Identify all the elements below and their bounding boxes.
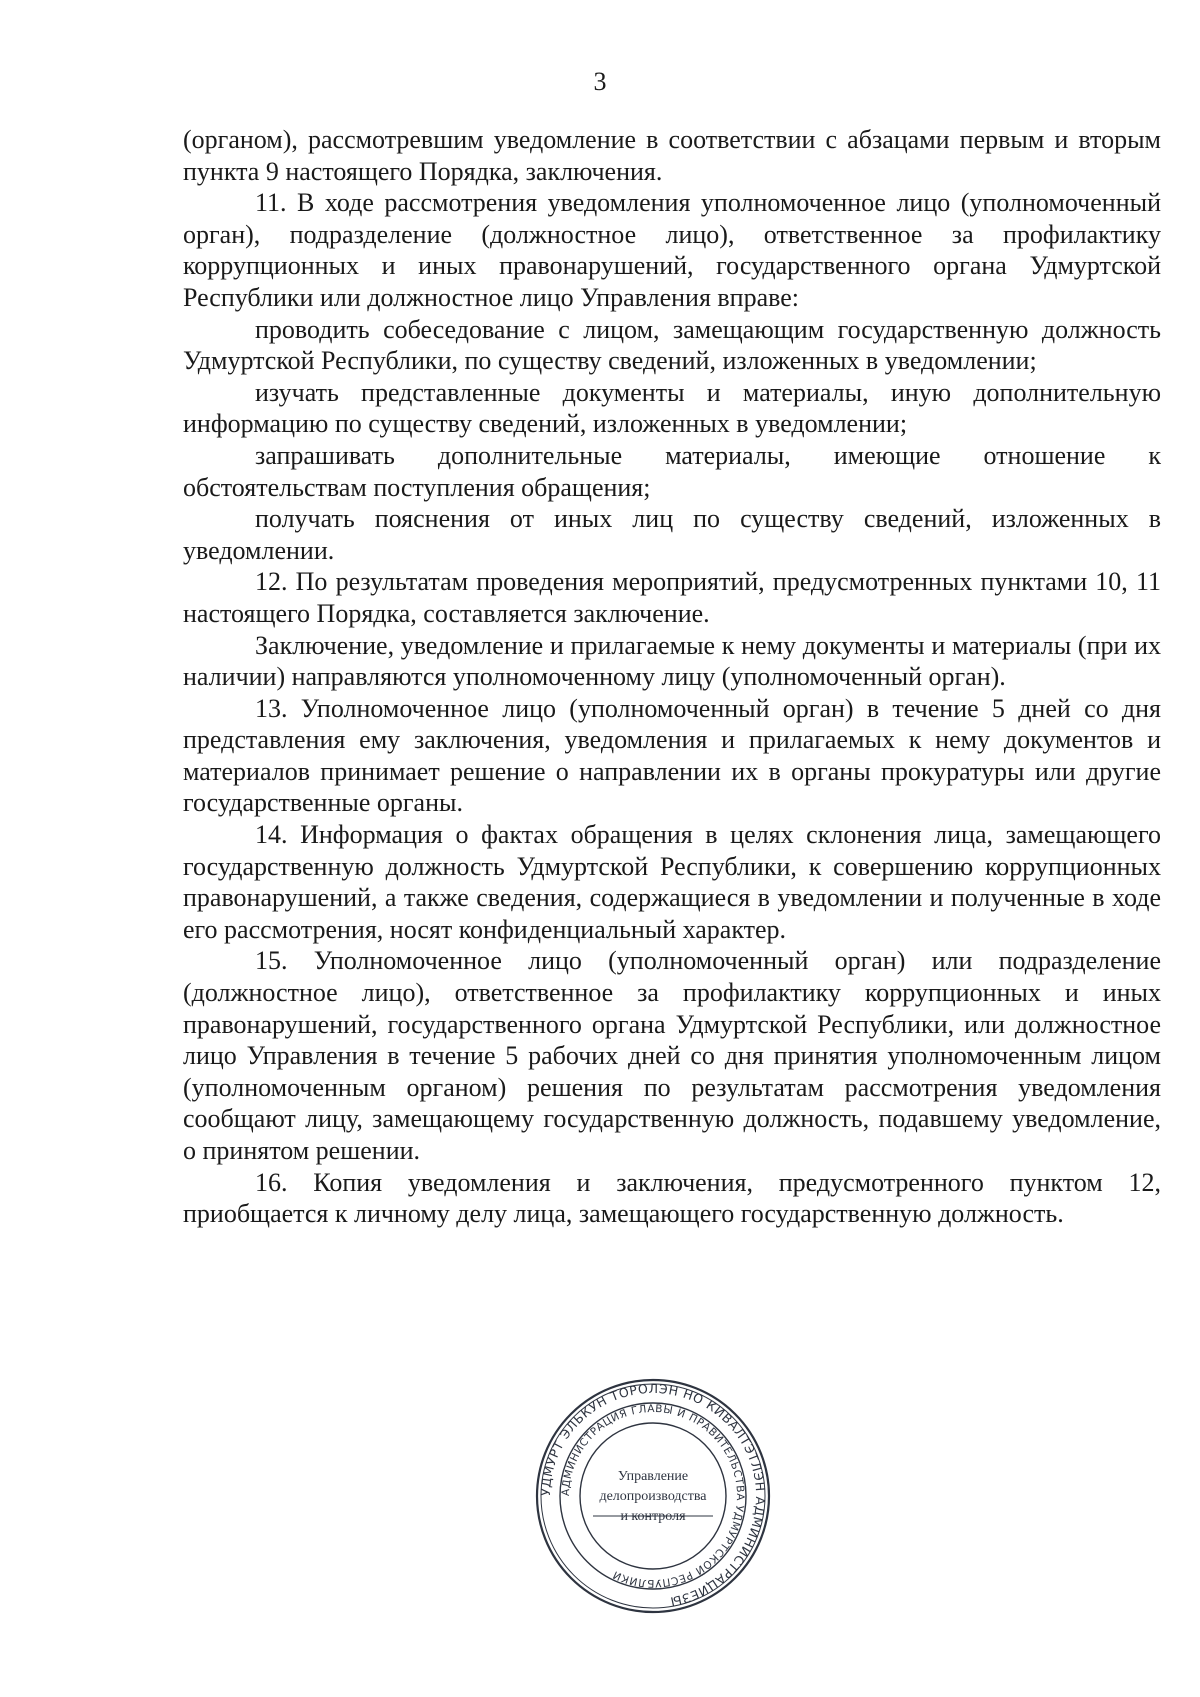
seal-graphic	[533, 1376, 773, 1616]
paragraph: 12. По результатам проведения мероприятий, предусмотренных пунктами 10, 11 настоящего Порядка, составляется заключение.	[183, 567, 1161, 628]
seal-center-line-3: и контроля	[620, 1509, 686, 1524]
paragraph: 16. Копия уведомления и заключения, предусмотренного пунктом 12, приобщается к личному делу лица, замещающего государственную должность.	[183, 1167, 1161, 1229]
paragraph: Заключение, уведомление и прилагаемые к нему документы и материалы (при их наличии) направляются уполномоченному лицу (уполномоченный орган).	[183, 630, 1161, 692]
paragraph: изучать представленные документы и материалы, иную дополнительную информацию по существу сведений, изложенных в уведомлении;	[183, 377, 1161, 439]
paragraph: 13. Уполномоченное лицо (уполномоченный орган) в течение 5 дней со дня представления ему заключения, уведомления и прилагаемых к нему документов и материалов принимает решение о направлении их в органы прокуратуры или другие государственные органы.	[183, 693, 1161, 818]
seal-inner-text: АДМИНИСТРАЦИЯ ГЛАВЫ И ПРАВИТЕЛЬСТВА УДМУРТСКОЙ РЕСПУБЛИКИ	[559, 1402, 747, 1590]
paragraph: 11. В ходе рассмотрения уведомления уполномоченное лицо (уполномоченный орган), подразделение (должностное лицо), ответственное за профилактику коррупционных и иных правонарушений, государственного органа Удмуртской Республики или должностное лицо Управления вправе:	[183, 188, 1161, 312]
paragraph: 14. Информация о фактах обращения в целях склонения лица, замещающего государственную должность Удмуртской Республики, к совершению коррупционных правонарушений, а также сведения, содержащиеся в уведомлении и полученные в ходе его рассмотрения, носят конфиденциальный характер.	[183, 820, 1161, 944]
seal-center-line-2: делопроизводства	[599, 1489, 707, 1504]
paragraph: (органом), рассмотревшим уведомление в соответствии с абзацами первым и вторым пункта 9 настоящего Порядка, заключения.	[183, 125, 1161, 186]
official-seal-stamp	[533, 1376, 773, 1616]
document-body	[183, 124, 1161, 1230]
seal-center-line-1: Управление	[617, 1469, 689, 1484]
paragraph: получать пояснения от иных лиц по существу сведений, изложенных в уведомлении.	[183, 504, 1161, 565]
paragraph: 15. Уполномоченное лицо (уполномоченный орган) или подразделение (должностное лицо), ответственное за профилактику коррупционных и иных правонарушений, государственного органа Удмуртской Республики, или должностное лицо Управления в течение 5 рабочих дней со дня принятия уполномоченным лицом (уполномоченным органом) решения по результатам рассмотрения уведомления сообщают лицу, замещающему государственную должность, подавшему уведомление, о принятом решении.	[183, 946, 1161, 1165]
paragraph: проводить собеседование с лицом, замещающим государственную должность Удмуртской Республики, по существу сведений, изложенных в уведомлении;	[183, 314, 1161, 376]
seal-outer-text: УДМУРТ ЭЛЬКУН ТОРОЛЭН НО КИВАЛТЭТЛЭН АДМИНИСТРАЦИЕЗЫ	[537, 1380, 769, 1610]
page-number: 3	[593, 67, 607, 96]
paragraph: запрашивать дополнительные материалы, имеющие отношение к обстоятельствам поступления обращения;	[183, 440, 1161, 502]
